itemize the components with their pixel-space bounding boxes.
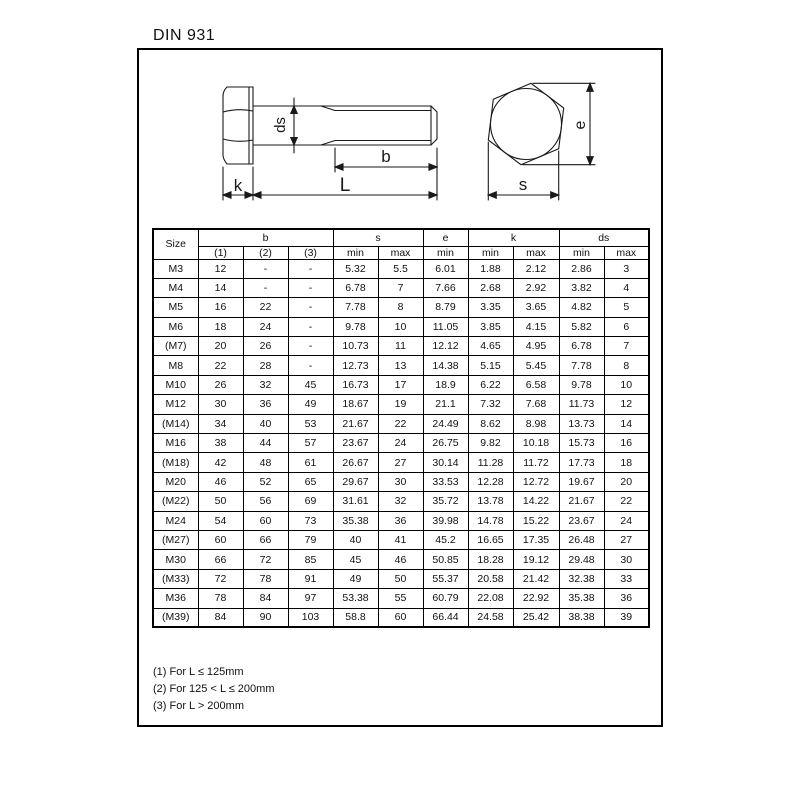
subheader-b3: (3)	[288, 246, 333, 259]
table-row	[153, 298, 649, 317]
value-cell: 19.12	[513, 550, 559, 569]
value-cell: 11.72	[513, 453, 559, 472]
table-row	[153, 375, 649, 394]
value-cell: 2.12	[513, 259, 559, 278]
value-cell: -	[288, 298, 333, 317]
size-cell: M5	[153, 298, 198, 317]
col-header-b: b	[198, 229, 333, 246]
value-cell: 40	[333, 530, 378, 549]
value-cell: 45.2	[423, 530, 468, 549]
value-cell: 21.67	[333, 414, 378, 433]
value-cell: 27	[604, 530, 649, 549]
value-cell: 16	[198, 298, 243, 317]
table-row	[153, 550, 649, 569]
table-body	[153, 259, 649, 627]
size-cell: M4	[153, 278, 198, 297]
value-cell: 13.78	[468, 492, 513, 511]
value-cell: 3.85	[468, 317, 513, 336]
value-cell: 14	[198, 278, 243, 297]
value-cell: 16.65	[468, 530, 513, 549]
col-header-ds: ds	[559, 229, 649, 246]
value-cell: 50	[378, 569, 423, 588]
value-cell: 23.67	[333, 434, 378, 453]
size-cell: M8	[153, 356, 198, 375]
value-cell: 4.95	[513, 337, 559, 356]
value-cell: 44	[243, 434, 288, 453]
value-cell: 50.85	[423, 550, 468, 569]
value-cell: 66	[243, 530, 288, 549]
value-cell: -	[243, 259, 288, 278]
size-cell: M16	[153, 434, 198, 453]
value-cell: 60.79	[423, 589, 468, 608]
table-row	[153, 530, 649, 549]
size-cell: M30	[153, 550, 198, 569]
size-cell: M20	[153, 472, 198, 491]
value-cell: 8.79	[423, 298, 468, 317]
value-cell: 46	[378, 550, 423, 569]
value-cell: 12.12	[423, 337, 468, 356]
footnote-3: (3) For L > 200mm	[153, 700, 244, 712]
value-cell: 35.38	[559, 589, 604, 608]
value-cell: 78	[243, 569, 288, 588]
value-cell: 53	[288, 414, 333, 433]
value-cell: 26.48	[559, 530, 604, 549]
value-cell: 84	[243, 589, 288, 608]
subheader-k-min: min	[468, 246, 513, 259]
size-cell: M10	[153, 375, 198, 394]
value-cell: 5.45	[513, 356, 559, 375]
value-cell: 10.73	[333, 337, 378, 356]
value-cell: 7.32	[468, 395, 513, 414]
value-cell: 38.38	[559, 608, 604, 627]
value-cell: 2.92	[513, 278, 559, 297]
value-cell: 7	[378, 278, 423, 297]
value-cell: 23.67	[559, 511, 604, 530]
value-cell: 26.75	[423, 434, 468, 453]
value-cell: 14.38	[423, 356, 468, 375]
value-cell: 65	[288, 472, 333, 491]
table-row	[153, 472, 649, 491]
value-cell: 18.28	[468, 550, 513, 569]
din931-spec-table	[152, 228, 650, 628]
value-cell: 10	[378, 317, 423, 336]
value-cell: 21.42	[513, 569, 559, 588]
footnotes	[153, 664, 274, 715]
size-cell: (M33)	[153, 569, 198, 588]
value-cell: 49	[333, 569, 378, 588]
size-cell: M36	[153, 589, 198, 608]
value-cell: -	[288, 317, 333, 336]
table-row	[153, 278, 649, 297]
value-cell: 30	[604, 550, 649, 569]
value-cell: 32	[378, 492, 423, 511]
value-cell: 3.65	[513, 298, 559, 317]
value-cell: 97	[288, 589, 333, 608]
value-cell: 9.78	[333, 317, 378, 336]
table-row	[153, 317, 649, 336]
value-cell: 3.82	[559, 278, 604, 297]
value-cell: 2.86	[559, 259, 604, 278]
value-cell: 3.35	[468, 298, 513, 317]
value-cell: 10	[604, 375, 649, 394]
value-cell: 13	[378, 356, 423, 375]
value-cell: 27	[378, 453, 423, 472]
s-label: s	[518, 175, 528, 194]
value-cell: 60	[198, 530, 243, 549]
value-cell: 14.78	[468, 511, 513, 530]
bolt-drawing	[139, 50, 661, 230]
value-cell: 36	[378, 511, 423, 530]
value-cell: 36	[243, 395, 288, 414]
value-cell: 22	[604, 492, 649, 511]
table-row	[153, 259, 649, 278]
value-cell: 50	[198, 492, 243, 511]
value-cell: 11.73	[559, 395, 604, 414]
value-cell: 18.67	[333, 395, 378, 414]
value-cell: 24	[243, 317, 288, 336]
value-cell: 32.38	[559, 569, 604, 588]
value-cell: 22	[243, 298, 288, 317]
value-cell: 9.82	[468, 434, 513, 453]
value-cell: 79	[288, 530, 333, 549]
table-row	[153, 511, 649, 530]
value-cell: 30	[198, 395, 243, 414]
table-row	[153, 589, 649, 608]
table-row	[153, 356, 649, 375]
value-cell: 22.08	[468, 589, 513, 608]
value-cell: 78	[198, 589, 243, 608]
value-cell: 5.82	[559, 317, 604, 336]
size-cell: (M22)	[153, 492, 198, 511]
value-cell: 24	[378, 434, 423, 453]
value-cell: 11	[378, 337, 423, 356]
col-header-e: e	[423, 229, 468, 246]
value-cell: 84	[198, 608, 243, 627]
value-cell: 9.78	[559, 375, 604, 394]
value-cell: 10.18	[513, 434, 559, 453]
page-title: DIN 931	[153, 27, 216, 44]
value-cell: 26	[243, 337, 288, 356]
value-cell: 6	[604, 317, 649, 336]
value-cell: 36	[604, 589, 649, 608]
value-cell: 8.62	[468, 414, 513, 433]
e-label: e	[572, 120, 589, 130]
value-cell: 15.73	[559, 434, 604, 453]
value-cell: 5.5	[378, 259, 423, 278]
value-cell: 60	[378, 608, 423, 627]
value-cell: 24.49	[423, 414, 468, 433]
value-cell: 49	[288, 395, 333, 414]
value-cell: 12.28	[468, 472, 513, 491]
value-cell: 45	[288, 375, 333, 394]
value-cell: 7.78	[559, 356, 604, 375]
value-cell: 85	[288, 550, 333, 569]
value-cell: 12	[198, 259, 243, 278]
value-cell: 26.67	[333, 453, 378, 472]
table-row	[153, 569, 649, 588]
value-cell: 35.38	[333, 511, 378, 530]
value-cell: 8	[604, 356, 649, 375]
footnote-1: (1) For L ≤ 125mm	[153, 666, 244, 678]
value-cell: 60	[243, 511, 288, 530]
value-cell: 1.88	[468, 259, 513, 278]
value-cell: 12.73	[333, 356, 378, 375]
value-cell: 21.67	[559, 492, 604, 511]
value-cell: -	[243, 278, 288, 297]
size-cell: (M27)	[153, 530, 198, 549]
value-cell: 12.72	[513, 472, 559, 491]
table-row	[153, 453, 649, 472]
size-cell: M3	[153, 259, 198, 278]
value-cell: 17	[378, 375, 423, 394]
value-cell: 7	[604, 337, 649, 356]
value-cell: 4.65	[468, 337, 513, 356]
value-cell: 12	[604, 395, 649, 414]
value-cell: 5.32	[333, 259, 378, 278]
value-cell: 2.68	[468, 278, 513, 297]
value-cell: 66	[198, 550, 243, 569]
value-cell: -	[288, 278, 333, 297]
value-cell: 28	[243, 356, 288, 375]
value-cell: 6.22	[468, 375, 513, 394]
value-cell: 13.73	[559, 414, 604, 433]
subheader-ds-min: min	[559, 246, 604, 259]
value-cell: 58.8	[333, 608, 378, 627]
subheader-k-max: max	[513, 246, 559, 259]
value-cell: -	[288, 259, 333, 278]
value-cell: 15.22	[513, 511, 559, 530]
col-header-k: k	[468, 229, 559, 246]
value-cell: 53.38	[333, 589, 378, 608]
col-header-size: Size	[153, 229, 198, 259]
col-header-s: s	[333, 229, 423, 246]
value-cell: 72	[198, 569, 243, 588]
value-cell: 21.1	[423, 395, 468, 414]
value-cell: 24.58	[468, 608, 513, 627]
value-cell: 14.22	[513, 492, 559, 511]
value-cell: 18	[198, 317, 243, 336]
table-row	[153, 414, 649, 433]
value-cell: 103	[288, 608, 333, 627]
size-cell: M24	[153, 511, 198, 530]
value-cell: 19	[378, 395, 423, 414]
size-cell: (M39)	[153, 608, 198, 627]
value-cell: 30	[378, 472, 423, 491]
value-cell: 18	[604, 453, 649, 472]
subheader-ds-max: max	[604, 246, 649, 259]
value-cell: 22	[378, 414, 423, 433]
value-cell: 33	[604, 569, 649, 588]
value-cell: 40	[243, 414, 288, 433]
value-cell: 25.42	[513, 608, 559, 627]
table-row	[153, 395, 649, 414]
value-cell: 31.61	[333, 492, 378, 511]
value-cell: 6.58	[513, 375, 559, 394]
value-cell: 6.78	[333, 278, 378, 297]
value-cell: 22	[198, 356, 243, 375]
value-cell: 5.15	[468, 356, 513, 375]
value-cell: 16.73	[333, 375, 378, 394]
value-cell: 11.05	[423, 317, 468, 336]
value-cell: 91	[288, 569, 333, 588]
value-cell: 5	[604, 298, 649, 317]
value-cell: 42	[198, 453, 243, 472]
value-cell: 20.58	[468, 569, 513, 588]
value-cell: 4.82	[559, 298, 604, 317]
size-cell: (M14)	[153, 414, 198, 433]
value-cell: 8	[378, 298, 423, 317]
value-cell: 39	[604, 608, 649, 627]
footnote-2: (2) For 125 < L ≤ 200mm	[153, 683, 275, 695]
value-cell: 29.67	[333, 472, 378, 491]
value-cell: 45	[333, 550, 378, 569]
value-cell: 18.9	[423, 375, 468, 394]
value-cell: 54	[198, 511, 243, 530]
value-cell: 52	[243, 472, 288, 491]
table-row	[153, 492, 649, 511]
value-cell: 55	[378, 589, 423, 608]
value-cell: 7.68	[513, 395, 559, 414]
value-cell: 11.28	[468, 453, 513, 472]
content-frame	[137, 48, 663, 727]
size-cell: (M7)	[153, 337, 198, 356]
size-cell: (M18)	[153, 453, 198, 472]
value-cell: 33.53	[423, 472, 468, 491]
value-cell: 7.66	[423, 278, 468, 297]
value-cell: 30.14	[423, 453, 468, 472]
value-cell: 16	[604, 434, 649, 453]
value-cell: 20	[198, 337, 243, 356]
value-cell: 19.67	[559, 472, 604, 491]
value-cell: 22.92	[513, 589, 559, 608]
value-cell: 55.37	[423, 569, 468, 588]
value-cell: 3	[604, 259, 649, 278]
subheader-s-min: min	[333, 246, 378, 259]
value-cell: 66.44	[423, 608, 468, 627]
value-cell: 24	[604, 511, 649, 530]
value-cell: 72	[243, 550, 288, 569]
value-cell: 73	[288, 511, 333, 530]
value-cell: -	[288, 337, 333, 356]
table-row	[153, 434, 649, 453]
ds-label: ds	[272, 117, 289, 133]
size-cell: M12	[153, 395, 198, 414]
value-cell: 34	[198, 414, 243, 433]
value-cell: 57	[288, 434, 333, 453]
table-row	[153, 608, 649, 627]
value-cell: 29.48	[559, 550, 604, 569]
value-cell: 4.15	[513, 317, 559, 336]
k-label: k	[233, 176, 243, 195]
value-cell: 38	[198, 434, 243, 453]
value-cell: 17.73	[559, 453, 604, 472]
value-cell: 6.01	[423, 259, 468, 278]
value-cell: 39.98	[423, 511, 468, 530]
value-cell: 6.78	[559, 337, 604, 356]
bolt-head-side-view	[223, 87, 253, 164]
value-cell: -	[288, 356, 333, 375]
value-cell: 61	[288, 453, 333, 472]
subheader-e-min: min	[423, 246, 468, 259]
value-cell: 41	[378, 530, 423, 549]
value-cell: 56	[243, 492, 288, 511]
value-cell: 26	[198, 375, 243, 394]
subheader-b1: (1)	[198, 246, 243, 259]
value-cell: 8.98	[513, 414, 559, 433]
value-cell: 90	[243, 608, 288, 627]
subheader-s-max: max	[378, 246, 423, 259]
value-cell: 35.72	[423, 492, 468, 511]
value-cell: 17.35	[513, 530, 559, 549]
value-cell: 20	[604, 472, 649, 491]
b-label: b	[381, 147, 391, 166]
value-cell: 46	[198, 472, 243, 491]
value-cell: 32	[243, 375, 288, 394]
bolt-head-front-view	[488, 83, 563, 164]
subheader-b2: (2)	[243, 246, 288, 259]
k-l-dimensions	[223, 167, 437, 200]
value-cell: 7.78	[333, 298, 378, 317]
size-cell: M6	[153, 317, 198, 336]
l-label: L	[339, 175, 351, 196]
table-row	[153, 337, 649, 356]
value-cell: 48	[243, 453, 288, 472]
value-cell: 4	[604, 278, 649, 297]
value-cell: 69	[288, 492, 333, 511]
value-cell: 14	[604, 414, 649, 433]
